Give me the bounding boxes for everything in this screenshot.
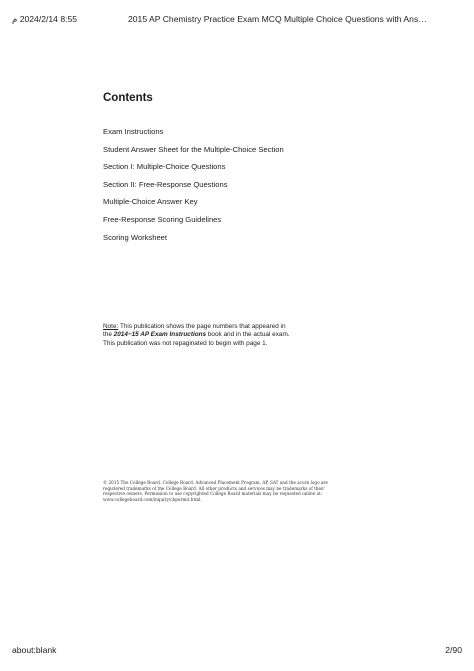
contents-item-scoring-guidelines: Free-Response Scoring Guidelines [103,214,222,224]
contents-item-section-1: Section I: Multiple-Choice Questions [103,162,226,172]
copyright-notice [103,480,368,502]
print-url: about:blank [12,645,57,655]
note-line-1 [103,323,333,331]
copyright-line-1: © 2015 The College Board. College Board, Advanced Placement Program, AP, SAT and the acorn logo are [103,480,328,485]
note-line-2 [103,331,333,339]
contents-item-exam-instructions: Exam Instructions [103,127,164,136]
copyright-line-3: respective owners. Permission to use copyrighted College Board materials may be requested online at: [103,491,323,497]
contents-list [103,127,284,250]
contents-item-scoring-worksheet: Scoring Worksheet [103,232,168,242]
note-text-2b: book and in the actual exam. [206,331,290,339]
copyright-line-2: registered trademarks of the College Board. All other products and services may be trademarks of their [103,485,325,491]
copyright-line-4: www.collegeboard.com/inquiry/cbpermit.html. [103,496,202,502]
print-page-number: 2/90 [445,645,462,655]
note-text-2a: the [103,331,114,339]
note-line-3: This publication was not repaginated to begin with page 1. [103,339,268,347]
contents-item-answer-key: Multiple-Choice Answer Key [103,197,198,207]
print-document-title: 2015 AP Chemistry Practice Exam MCQ Multiple Choice Questions with Ans… [128,14,427,24]
contents-item-section-2: Section II: Free-Response Questions [103,179,228,189]
print-timestamp: 8:55 2024/2/14 م [12,14,78,24]
note-label: Note: [103,323,119,330]
contents-item-answer-sheet: Student Answer Sheet for the Multiple-Choice Section [103,144,284,154]
note-text-1: This publication shows the page numbers that appeared in [118,323,286,330]
contents-heading: Contents [103,92,153,104]
note-book-title: 2014−15 AP Exam Instructions [113,331,207,339]
print-footer [0,645,474,659]
pagination-note [103,323,333,348]
print-header [0,14,474,28]
